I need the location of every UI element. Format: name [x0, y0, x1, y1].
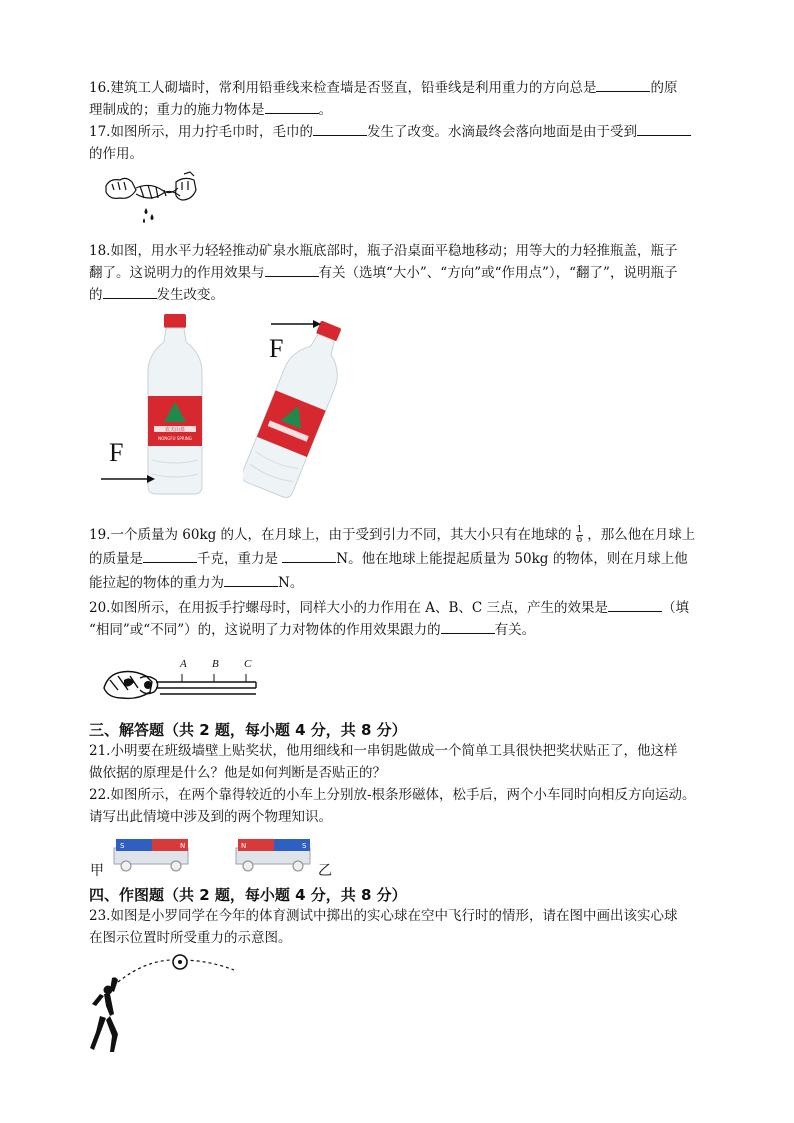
point-c-label: C	[244, 658, 252, 670]
force-arrows	[95, 310, 355, 500]
q20-text: （填	[662, 600, 690, 616]
q20-text: “相同”或“不同”）的，这说明了力对物体的作用效果跟力的	[89, 622, 441, 638]
answer-blank[interactable]	[441, 619, 495, 634]
question-19	[89, 523, 714, 595]
answer-blank[interactable]	[265, 99, 319, 114]
pole-s-label: S	[120, 842, 125, 850]
q16-text: 16.建筑工人砌墙时，常利用铅垂线来检查墙是否竖直，铅垂线是利用重力的方向总是	[89, 80, 597, 96]
magnet-carts-icon	[90, 834, 340, 880]
q16-text: 理制成的；重力的施力物体是	[89, 102, 265, 118]
answer-blank[interactable]	[637, 121, 691, 136]
question-22	[89, 784, 714, 828]
bottle-brand-label: 农夫山泉	[164, 427, 186, 433]
answer-blank[interactable]	[282, 548, 336, 563]
q19-text: N。他在地球上能提起质量为 50kg 的物体，则在月球上他	[336, 551, 688, 567]
athlete-silhouette-icon	[90, 977, 118, 1052]
q19-text: 19.一个质量为 60kg 的人，在月球上，由于受到引力不同，其大小只有在地球的	[89, 527, 572, 543]
answer-blank[interactable]	[103, 284, 157, 299]
cart-label-jia: 甲	[90, 864, 104, 879]
question-18	[89, 240, 714, 306]
q22-text: 22.如图所示，在两个靠得较近的小车上分别放-根条形磁体，松手后，两个小车同时向相反方向运动。	[89, 787, 696, 803]
answer-blank[interactable]	[143, 548, 197, 563]
q19-text: 能拉起的物体的重力为	[89, 575, 224, 591]
q22-text: 请写出此情境中涉及到的两个物理知识。	[89, 809, 332, 825]
answer-blank[interactable]	[313, 121, 367, 136]
q18-text: 的	[89, 287, 103, 303]
q23-text: 在图示位置时所受重力的示意图。	[89, 930, 292, 946]
shot-put-figure	[88, 950, 238, 1056]
pole-n-label: N	[241, 842, 247, 850]
q19-text: ，那么他在月球上	[587, 527, 696, 543]
pole-s-label: S	[302, 842, 307, 850]
answer-blank[interactable]	[224, 572, 278, 587]
question-21	[89, 740, 714, 784]
point-a-label: A	[180, 658, 187, 670]
q23-text: 23.如图是小罗同学在今年的体育测试中掷出的实心球在空中飞行时的情形，请在图中画出该实心球	[89, 908, 678, 924]
force-label-bottom: F	[109, 438, 124, 467]
q21-text: 21.小明要在班级墙壁上贴奖状，他用细线和一串钥匙做成一个简单工具很快把奖状贴正了，他这样	[89, 743, 678, 759]
wrench-figure	[100, 658, 260, 708]
question-17	[89, 121, 714, 165]
q18-text: 发生改变。	[156, 287, 224, 303]
q17-text: 的作用。	[89, 146, 143, 162]
q20-text: 有关。	[494, 622, 536, 638]
fraction-one-sixth: $\frac{1}{6}$	[576, 525, 583, 545]
question-20	[89, 597, 714, 641]
q21-text: 做依据的原理是什么？他是如何判断是否贴正的？	[89, 765, 386, 781]
question-23	[89, 905, 714, 949]
q18-text: 18.如图，用水平力轻轻推动矿泉水瓶底部时，瓶子沿桌面平稳地移动；用等大的力轻推瓶盖，瓶子	[89, 243, 678, 259]
answer-blank[interactable]	[608, 597, 662, 612]
q18-text: 翻了。这说明力的作用效果与	[89, 265, 265, 281]
q19-text: 千克，重力是	[197, 551, 278, 567]
section-3-heading: 三、解答题（共 2 题，每小题 4 分，共 8 分）	[89, 721, 407, 739]
pole-n-label: N	[180, 842, 186, 850]
bottles-figure	[95, 310, 355, 500]
q17-text: 发生了改变。水滴最终会落向地面是由于受到	[366, 124, 637, 140]
q16-text: 。	[318, 102, 332, 118]
cart-label-yi: 乙	[318, 864, 332, 879]
magnet-carts-figure	[90, 834, 340, 880]
question-16	[89, 77, 714, 121]
section-4-heading: 四、作图题（共 2 题，每小题 4 分，共 8 分）	[89, 886, 407, 904]
point-b-label: B	[212, 658, 219, 670]
towel-wringing-figure	[100, 168, 200, 226]
answer-blank[interactable]	[596, 77, 650, 92]
q19-text: 的质量是	[89, 551, 143, 567]
bottle-sub-label: NONGFU SPRING	[158, 436, 192, 441]
q19-text: N。	[278, 575, 304, 591]
q17-text: 17.如图所示，用力拧毛巾时，毛巾的	[89, 124, 313, 140]
force-label-top: F	[269, 334, 284, 363]
answer-blank[interactable]	[265, 262, 319, 277]
q16-text: 的原	[650, 80, 678, 96]
q18-text: 有关（选填“大小”、“方向”或“作用点”），“翻了”，说明瓶子	[318, 265, 678, 281]
q20-text: 20.如图所示，在用扳手拧螺母时，同样大小的力作用在 A、B、C 三点，产生的效果是	[89, 600, 609, 616]
